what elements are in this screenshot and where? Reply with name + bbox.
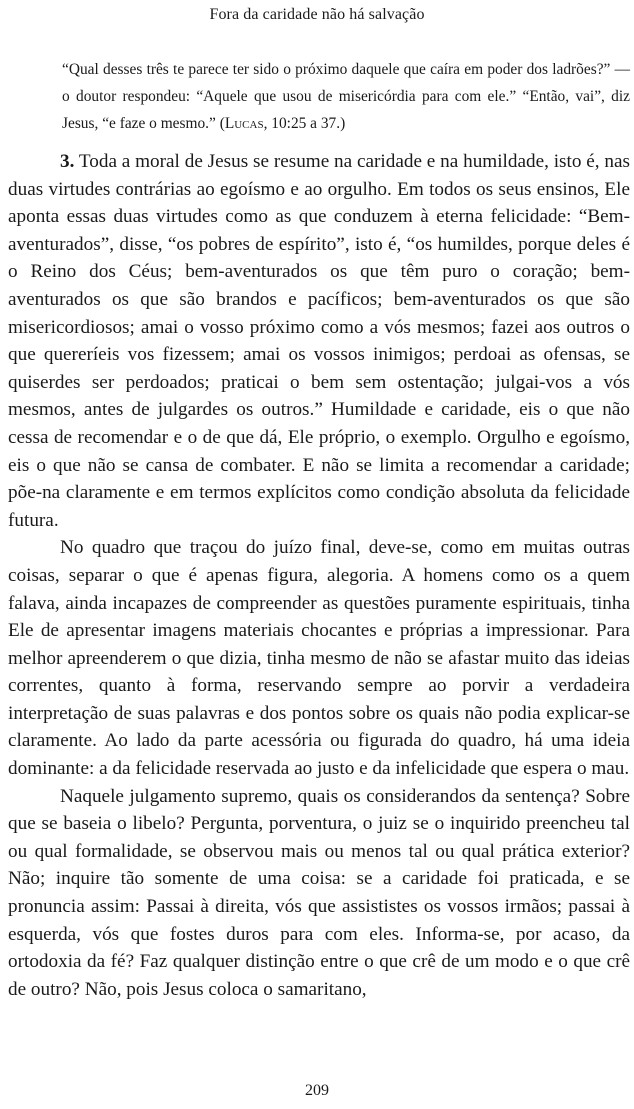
paragraph-julgamento-supremo <box>8 783 630 1004</box>
running-head: Fora da caridade não há salvação <box>209 6 425 23</box>
body-text <box>8 148 630 1003</box>
quote-reference-verses: , 10:25 a 37.) <box>263 115 346 132</box>
block-quote <box>62 56 630 137</box>
paragraph-text: Naquele julgamento supremo, quais os considerandos da sentença? Sobre que se baseia o libelo? Pergunta, porventura, o juiz se o inquirido preencheu tal ou qual formalidade, se observou mais ou menos tal ou qual prática exterior? Não; inquire tão somente de uma coisa: se a caridade foi praticada, e se pronuncia assim: Passai à direita, vós que assististes os vossos irmãos; passai à esquerda, vós que fostes duros para com eles. Informa-se, por acaso, da ortodoxia da fé? Faz qualquer distinção entre o que crê de um modo e o que crê de outro? Não, pois Jesus coloca o samaritano, <box>8 785 630 1000</box>
paragraph-text: Toda a moral de Jesus se resume na caridade e na humildade, isto é, nas duas virtudes contrárias ao egoísmo e ao orgulho. Em todos os seus ensinos, Ele aponta essas duas virtudes como as que conduzem à eterna felicidade: “Bem-aventurados”, disse, “os pobres de espírito”, isto é, “os humildes, porque deles é o Reino dos Céus; bem-aventurados os que têm puro o coração; bem-aventurados os que são brandos e pacíficos; bem-aventurados os que são misericordiosos; amai o vosso próximo como a vós mesmos; fazei aos outros o que quereríeis vos fizessem; amai os vossos inimigos; perdoai as ofensas, se quiserdes ser perdoados; praticai o bem sem ostentação; julgai-vos a vós mesmos, antes de julgardes os outros.” Humildade e caridade, eis o que não cessa de recomendar e o de que dá, Ele próprio, o exemplo. Orgulho e egoísmo, eis o que não se cansa de combater. E não se limita a recomendar a caridade; põe-na claramente e em termos explícitos como condição absoluta da felicidade futura. <box>8 151 630 531</box>
quote-paragraph <box>62 56 630 137</box>
paragraph-3 <box>8 148 630 534</box>
paragraph-text: No quadro que traçou do juízo final, deve-se, como em muitas outras coisas, separar o que é apenas figura, alegoria. A homens como os a quem falava, ainda incapazes de compreender as questões puramente espirituais, tinha Ele de apresentar imagens materiais chocantes e próprias a impressionar. Para melhor apreenderem o que dizia, tinha mesmo de não se afastar muito das ideias correntes, quanto à forma, reservando sempre ao porvir a verdadeira interpretação de suas palavras e dos pontos sobre os quais não podia explicar-se claramente. Ao lado da parte acessória ou figurada do quadro, há uma ideia dominante: a da felicidade reservada ao justo e da infelicidade que espera o mau. <box>8 537 630 780</box>
quote-reference-book: Lucas <box>224 115 264 132</box>
paragraph-juizo-final <box>8 534 630 782</box>
section-number: 3. <box>60 151 75 172</box>
quote-text: “Qual desses três te parece ter sido o próximo daquele que caíra em poder dos ladrões?” — o doutor respondeu: “Aquele que usou de misericórdia para com ele.” “Então, vai”, diz Jesus, “e faze o mesmo.” ( <box>62 61 630 132</box>
page-number: 209 <box>305 1082 329 1099</box>
